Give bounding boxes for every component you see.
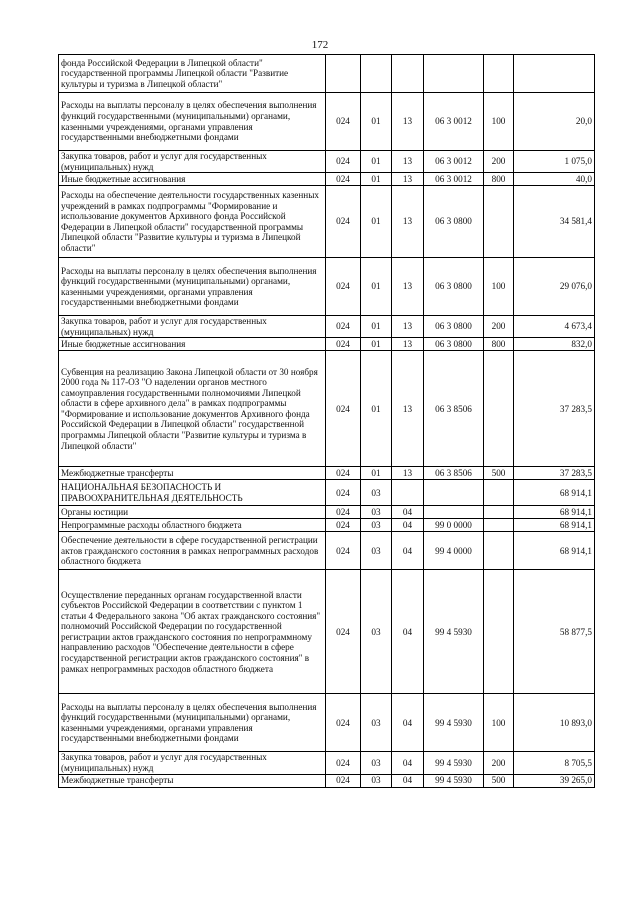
table-row — [59, 467, 595, 480]
subsection-code: 13 — [392, 186, 424, 258]
admin-code: 024 — [326, 151, 361, 173]
admin-code: 024 — [326, 752, 361, 774]
target-article-code: 99 4 5930 — [424, 752, 484, 774]
section-code: 01 — [361, 338, 392, 351]
expense-type-code — [484, 519, 514, 532]
section-code: 03 — [361, 532, 392, 570]
target-article-code: 99 0 0000 — [424, 519, 484, 532]
target-article-code: 06 3 0800 — [424, 186, 484, 258]
amount: 20,0 — [514, 93, 595, 151]
table-row — [59, 316, 595, 338]
target-article-code: 06 3 0012 — [424, 93, 484, 151]
expense-type-code: 200 — [484, 151, 514, 173]
admin-code: 024 — [326, 570, 361, 694]
expense-type-code — [484, 506, 514, 519]
target-article-code: 06 3 0012 — [424, 173, 484, 186]
expense-name: Непрограммные расходы областного бюджета — [59, 519, 326, 532]
target-article-code — [424, 506, 484, 519]
table-row — [59, 752, 595, 774]
section-code: 03 — [361, 774, 392, 787]
target-article-code — [424, 55, 484, 93]
amount: 58 877,5 — [514, 570, 595, 694]
admin-code: 024 — [326, 338, 361, 351]
expense-name: Межбюджетные трансферты — [59, 774, 326, 787]
expense-name: Закупка товаров, работ и услуг для государственных (муниципальных) нужд — [59, 752, 326, 774]
table-row — [59, 570, 595, 694]
target-article-code: 06 3 0800 — [424, 258, 484, 316]
expense-type-code: 200 — [484, 752, 514, 774]
subsection-code: 13 — [392, 467, 424, 480]
subsection-code: 04 — [392, 519, 424, 532]
subsection-code: 13 — [392, 151, 424, 173]
expense-type-code — [484, 186, 514, 258]
expense-type-code: 500 — [484, 774, 514, 787]
section-code — [361, 55, 392, 93]
expense-name: Расходы на выплаты персоналу в целях обеспечения выполнения функций государственными (муниципальными) органами, казенными учреждениями, органами управления государственными внебюджетными фондами — [59, 694, 326, 752]
section-code: 03 — [361, 694, 392, 752]
expense-name: фонда Российской Федерации в Липецкой области" государственной программы Липецкой области "Развитие культуры и туризма в Липецкой области" — [59, 55, 326, 93]
admin-code: 024 — [326, 173, 361, 186]
subsection-code: 13 — [392, 338, 424, 351]
amount: 40,0 — [514, 173, 595, 186]
table-row — [59, 532, 595, 570]
target-article-code: 06 3 8506 — [424, 467, 484, 480]
target-article-code: 99 4 5930 — [424, 694, 484, 752]
amount: 37 283,5 — [514, 351, 595, 467]
amount — [514, 55, 595, 93]
amount: 4 673,4 — [514, 316, 595, 338]
subsection-code: 04 — [392, 774, 424, 787]
expense-name: Иные бюджетные ассигнования — [59, 173, 326, 186]
section-code: 03 — [361, 519, 392, 532]
admin-code: 024 — [326, 506, 361, 519]
subsection-code: 13 — [392, 93, 424, 151]
expense-name: Расходы на обеспечение деятельности государственных казенных учреждений в рамках подпрограммы "Формирование и использование документов Архивного фонда Российской Федерации в Липецкой области" государственной программы Липецкой области "Развитие культуры и туризма в Липецкой области" — [59, 186, 326, 258]
table-row — [59, 258, 595, 316]
table-row — [59, 774, 595, 787]
expense-name: Закупка товаров, работ и услуг для государственных (муниципальных) нужд — [59, 151, 326, 173]
target-article-code: 99 4 5930 — [424, 774, 484, 787]
amount: 832,0 — [514, 338, 595, 351]
amount: 68 914,1 — [514, 519, 595, 532]
table-row — [59, 173, 595, 186]
expense-type-code: 800 — [484, 338, 514, 351]
admin-code: 024 — [326, 694, 361, 752]
subsection-code: 13 — [392, 258, 424, 316]
table-row — [59, 519, 595, 532]
amount: 68 914,1 — [514, 532, 595, 570]
subsection-code: 04 — [392, 532, 424, 570]
expense-name: Субвенция на реализацию Закона Липецкой области от 30 ноября 2000 года № 117-ОЗ "О наделении органов местного самоуправления государственными полномочиями Липецкой области в сфере архивного дела" в рамках подпрограммы "Формирование и использование документов Архивного фонда Российской Федерации в Липецкой области" государственной программы Липецкой области "Развитие культуры и туризма в Липецкой области" — [59, 351, 326, 467]
section-code: 03 — [361, 506, 392, 519]
target-article-code: 99 4 5930 — [424, 570, 484, 694]
subsection-code: 04 — [392, 694, 424, 752]
expense-type-code — [484, 532, 514, 570]
admin-code: 024 — [326, 480, 361, 506]
expense-type-code — [484, 570, 514, 694]
budget-table-body — [59, 55, 595, 788]
expense-name: Органы юстиции — [59, 506, 326, 519]
subsection-code: 13 — [392, 351, 424, 467]
amount: 68 914,1 — [514, 480, 595, 506]
target-article-code — [424, 480, 484, 506]
subsection-code — [392, 480, 424, 506]
target-article-code: 06 3 0800 — [424, 316, 484, 338]
expense-type-code — [484, 480, 514, 506]
expense-name: Расходы на выплаты персоналу в целях обеспечения выполнения функций государственными (муниципальными) органами, казенными учреждениями, органами управления государственными внебюджетными фондами — [59, 258, 326, 316]
amount: 37 283,5 — [514, 467, 595, 480]
admin-code: 024 — [326, 774, 361, 787]
expense-type-code: 100 — [484, 93, 514, 151]
subsection-code: 13 — [392, 173, 424, 186]
expense-name: Межбюджетные трансферты — [59, 467, 326, 480]
table-row — [59, 351, 595, 467]
admin-code: 024 — [326, 316, 361, 338]
target-article-code: 06 3 0012 — [424, 151, 484, 173]
expense-name: НАЦИОНАЛЬНАЯ БЕЗОПАСНОСТЬ И ПРАВООХРАНИТЕЛЬНАЯ ДЕЯТЕЛЬНОСТЬ — [59, 480, 326, 506]
section-code: 01 — [361, 467, 392, 480]
target-article-code: 06 3 8506 — [424, 351, 484, 467]
expense-type-code: 200 — [484, 316, 514, 338]
section-code: 01 — [361, 351, 392, 467]
amount: 29 076,0 — [514, 258, 595, 316]
amount: 8 705,5 — [514, 752, 595, 774]
subsection-code: 04 — [392, 506, 424, 519]
admin-code: 024 — [326, 467, 361, 480]
expense-name: Осуществление переданных органам государственной власти субъектов Российской Федерации в соответствии с пунктом 1 статьи 4 Федерального закона "Об актах гражданского состояния" полномочий Российской Федерации по государственной регистрации актов гражданского состояния по непрограммному направлению расходов "Обеспечение деятельности в сфере государственной регистрации актов гражданского состояния" в рамках непрограммных расходов областного бюджета — [59, 570, 326, 694]
page-number: 172 — [311, 39, 329, 51]
expense-type-code — [484, 55, 514, 93]
amount: 39 265,0 — [514, 774, 595, 787]
expense-type-code: 500 — [484, 467, 514, 480]
section-code: 01 — [361, 151, 392, 173]
admin-code: 024 — [326, 186, 361, 258]
amount: 34 581,4 — [514, 186, 595, 258]
section-code: 03 — [361, 570, 392, 694]
admin-code: 024 — [326, 351, 361, 467]
subsection-code: 04 — [392, 752, 424, 774]
target-article-code: 99 4 0000 — [424, 532, 484, 570]
subsection-code: 04 — [392, 570, 424, 694]
table-row — [59, 506, 595, 519]
expense-type-code: 100 — [484, 258, 514, 316]
table-row — [59, 338, 595, 351]
admin-code: 024 — [326, 258, 361, 316]
expense-name: Иные бюджетные ассигнования — [59, 338, 326, 351]
expense-name: Расходы на выплаты персоналу в целях обеспечения выполнения функций государственными (муниципальными) органами, казенными учреждениями, органами управления государственными внебюджетными фондами — [59, 93, 326, 151]
subsection-code: 13 — [392, 316, 424, 338]
section-code: 01 — [361, 173, 392, 186]
table-row — [59, 55, 595, 93]
expense-type-code: 800 — [484, 173, 514, 186]
section-code: 03 — [361, 480, 392, 506]
admin-code: 024 — [326, 532, 361, 570]
amount: 10 893,0 — [514, 694, 595, 752]
table-row — [59, 93, 595, 151]
expense-type-code — [484, 351, 514, 467]
subsection-code — [392, 55, 424, 93]
table-row — [59, 186, 595, 258]
target-article-code: 06 3 0800 — [424, 338, 484, 351]
expense-name: Обеспечение деятельности в сфере государственной регистрации актов гражданского состояния в рамках непрограммных расходов областного бюджета — [59, 532, 326, 570]
expense-type-code: 100 — [484, 694, 514, 752]
amount: 68 914,1 — [514, 506, 595, 519]
section-code: 01 — [361, 93, 392, 151]
table-row — [59, 694, 595, 752]
expense-name: Закупка товаров, работ и услуг для государственных (муниципальных) нужд — [59, 316, 326, 338]
admin-code: 024 — [326, 519, 361, 532]
section-code: 01 — [361, 316, 392, 338]
section-code: 03 — [361, 752, 392, 774]
budget-table — [58, 54, 595, 788]
admin-code: 024 — [326, 93, 361, 151]
section-code: 01 — [361, 186, 392, 258]
admin-code — [326, 55, 361, 93]
table-row — [59, 151, 595, 173]
table-row — [59, 480, 595, 506]
section-code: 01 — [361, 258, 392, 316]
amount: 1 075,0 — [514, 151, 595, 173]
